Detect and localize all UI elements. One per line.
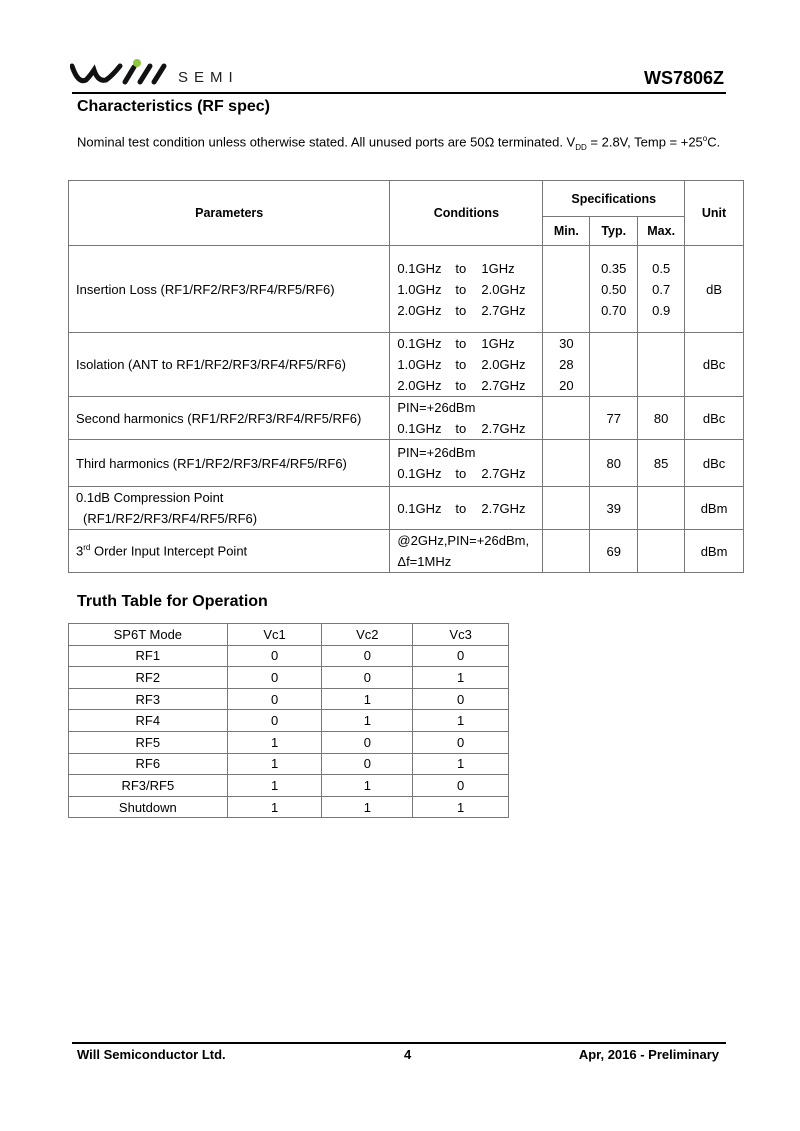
intro-text-1: Nominal test condition unless otherwise stated. All unused ports are 50Ω terminated. V bbox=[77, 134, 576, 150]
max-isolation bbox=[638, 333, 685, 397]
conditions-insertion-loss: 0.1GHz to 1GHz 1.0GHz to 2.0GHz 2.0GHz to 2.7GHz bbox=[390, 246, 543, 333]
table-row bbox=[69, 333, 744, 397]
conditions-iip3: @2GHz,PIN=+26dBm, Δf=1MHz bbox=[390, 530, 543, 573]
unit-second-harmonics: dBc bbox=[685, 397, 744, 440]
truth-table bbox=[68, 623, 509, 818]
unit-isolation: dBc bbox=[685, 333, 744, 397]
truth-header-vc3: Vc3 bbox=[413, 624, 509, 646]
typ-isolation bbox=[590, 333, 638, 397]
max-third-harmonics: 85 bbox=[638, 440, 685, 487]
intro-paragraph bbox=[77, 128, 725, 158]
conditions-third-harmonics: PIN=+26dBm 0.1GHz to 2.7GHz bbox=[390, 440, 543, 487]
param-isolation: Isolation (ANT to RF1/RF2/RF3/RF4/RF5/RF6) bbox=[69, 333, 390, 397]
min-iip3 bbox=[543, 530, 590, 573]
table-row bbox=[69, 440, 744, 487]
table-row bbox=[69, 397, 744, 440]
param-insertion-loss: Insertion Loss (RF1/RF2/RF3/RF4/RF5/RF6) bbox=[69, 246, 390, 333]
header-specifications: Specifications bbox=[543, 181, 685, 217]
header-unit: Unit bbox=[685, 181, 744, 246]
section-title: Characteristics (RF spec) bbox=[77, 98, 270, 115]
min-compression bbox=[543, 487, 590, 530]
table-row: RF1 0 0 0 bbox=[69, 645, 509, 667]
min-second-harmonics bbox=[543, 397, 590, 440]
table-row bbox=[69, 246, 744, 333]
truth-table-title: Truth Table for Operation bbox=[77, 593, 268, 610]
table-row: RF4 0 1 1 bbox=[69, 710, 509, 732]
rf-spec-table bbox=[68, 180, 744, 573]
max-second-harmonics: 80 bbox=[638, 397, 685, 440]
table-row bbox=[69, 530, 744, 573]
param-compression: 0.1dB Compression Point (RF1/RF2/RF3/RF4/RF5/RF6) bbox=[69, 487, 390, 530]
header-max: Max. bbox=[638, 217, 685, 246]
unit-third-harmonics: dBc bbox=[685, 440, 744, 487]
vdd-subscript: DD bbox=[575, 142, 587, 152]
typ-compression: 39 bbox=[590, 487, 638, 530]
unit-insertion-loss: dB bbox=[685, 246, 744, 333]
conditions-compression: 0.1GHz to 2.7GHz bbox=[390, 487, 543, 530]
param-second-harmonics: Second harmonics (RF1/RF2/RF3/RF4/RF5/RF6) bbox=[69, 397, 390, 440]
table-row: RF5 1 0 0 bbox=[69, 731, 509, 753]
table-row: RF3/RF5 1 1 0 bbox=[69, 775, 509, 797]
header-rule bbox=[72, 92, 726, 94]
param-third-harmonics: Third harmonics (RF1/RF2/RF3/RF4/RF5/RF6) bbox=[69, 440, 390, 487]
min-insertion-loss bbox=[543, 246, 590, 333]
header-min: Min. bbox=[543, 217, 590, 246]
min-isolation: 30 28 20 bbox=[543, 333, 590, 397]
header-parameters: Parameters bbox=[69, 181, 390, 246]
unit-compression: dBm bbox=[685, 487, 744, 530]
typ-insertion-loss: 0.35 0.50 0.70 bbox=[590, 246, 638, 333]
company-logo bbox=[70, 58, 170, 93]
table-row: RF3 0 1 0 bbox=[69, 688, 509, 710]
max-compression bbox=[638, 487, 685, 530]
table-row bbox=[69, 487, 744, 530]
footer-rule bbox=[72, 1042, 726, 1044]
unit-iip3: dBm bbox=[685, 530, 744, 573]
max-iip3 bbox=[638, 530, 685, 573]
table-row: RF2 0 0 1 bbox=[69, 667, 509, 689]
truth-header-vc1: Vc1 bbox=[227, 624, 322, 646]
truth-header-row bbox=[69, 624, 509, 646]
header-conditions: Conditions bbox=[390, 181, 543, 246]
typ-second-harmonics: 77 bbox=[590, 397, 638, 440]
intro-text-2: = 2.8V, Temp = +25 bbox=[586, 134, 703, 150]
footer-date: Apr, 2016 - Preliminary bbox=[578, 1047, 719, 1062]
degree-superscript: o bbox=[702, 134, 708, 143]
typ-iip3: 69 bbox=[590, 530, 638, 573]
truth-header-mode: SP6T Mode bbox=[69, 624, 228, 646]
header-typ: Typ. bbox=[590, 217, 638, 246]
param-iip3: 3rd Order Input Intercept Point bbox=[69, 530, 390, 573]
document-id: WS7806Z bbox=[643, 68, 724, 88]
max-insertion-loss: 0.5 0.7 0.9 bbox=[638, 246, 685, 333]
truth-header-vc2: Vc2 bbox=[322, 624, 413, 646]
logo-text: SEMI bbox=[178, 69, 239, 86]
table-row: Shutdown 1 1 1 bbox=[69, 796, 509, 818]
conditions-second-harmonics: PIN=+26dBm 0.1GHz to 2.7GHz bbox=[390, 397, 543, 440]
typ-third-harmonics: 80 bbox=[590, 440, 638, 487]
conditions-isolation: 0.1GHz to 1GHz 1.0GHz to 2.0GHz 2.0GHz to 2.7GHz bbox=[390, 333, 543, 397]
min-third-harmonics bbox=[543, 440, 590, 487]
footer-company: Will Semiconductor Ltd. bbox=[77, 1047, 226, 1062]
table-row: RF6 1 0 1 bbox=[69, 753, 509, 775]
intro-text-3: C. bbox=[707, 134, 721, 150]
page-number: 4 bbox=[404, 1047, 412, 1062]
